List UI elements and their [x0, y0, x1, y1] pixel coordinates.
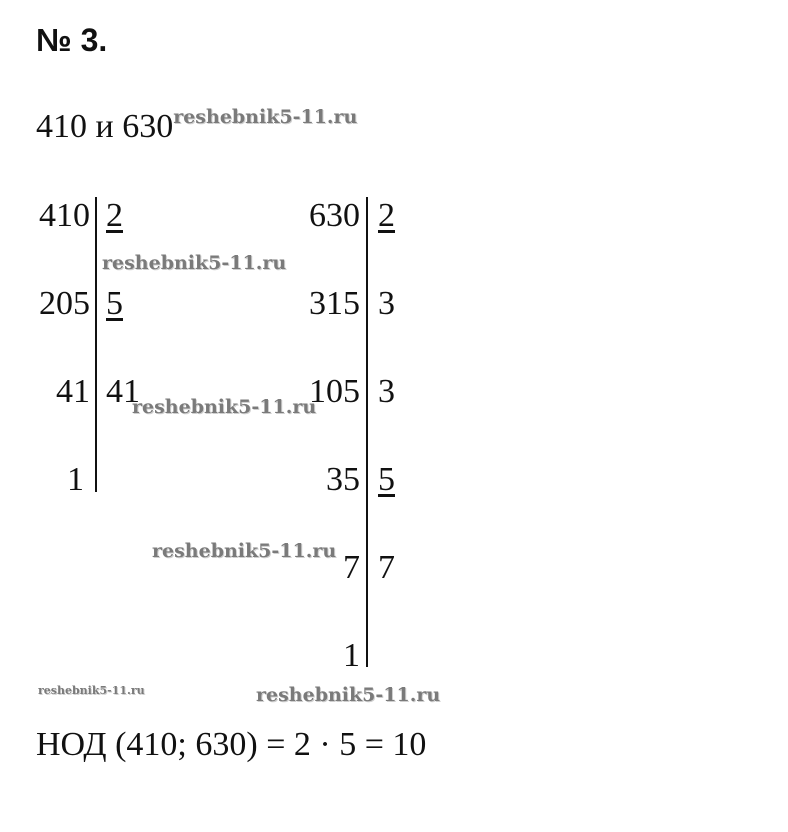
task-statement [36, 108, 357, 146]
gcd-result: НОД (410; 630) = 2 · 5 = 10 [36, 726, 427, 763]
factor-410-number: 205 [39, 285, 90, 322]
watermark: reshebnik5-11.ru [38, 684, 145, 697]
factor-410-number: 41 [56, 373, 90, 410]
statement-text: 410 и 630 [36, 108, 174, 145]
factor-630-divisor: 3 [378, 373, 395, 410]
factor-410-number: 1 [67, 461, 84, 498]
factor-410-divisor: 41 [106, 373, 140, 410]
factor-630-number: 1 [343, 637, 360, 674]
factor-410-divisor: 2 [106, 197, 123, 234]
division-line-630 [366, 197, 368, 667]
watermark: reshebnik5-11.ru [256, 684, 441, 706]
factor-630-number: 105 [309, 373, 360, 410]
watermark: reshebnik5-11.ru [152, 540, 337, 562]
factor-630-divisor: 2 [378, 197, 395, 234]
factor-630-number: 630 [309, 197, 360, 234]
factor-410-number: 410 [39, 197, 90, 234]
factor-630-divisor: 3 [378, 285, 395, 322]
task-number: № 3. [36, 22, 108, 58]
factor-630-number: 315 [309, 285, 360, 322]
factor-630-number: 35 [326, 461, 360, 498]
factor-630-divisor: 7 [378, 549, 395, 586]
factor-410-divisor: 5 [106, 285, 123, 322]
factor-630-divisor: 5 [378, 461, 395, 498]
watermark: reshebnik5-11.ru [132, 396, 317, 418]
watermark: reshebnik5-11.ru [102, 252, 287, 274]
division-line-410 [95, 197, 97, 492]
factor-630-number: 7 [343, 549, 360, 586]
watermark: reshebnik5-11.ru [173, 106, 358, 128]
